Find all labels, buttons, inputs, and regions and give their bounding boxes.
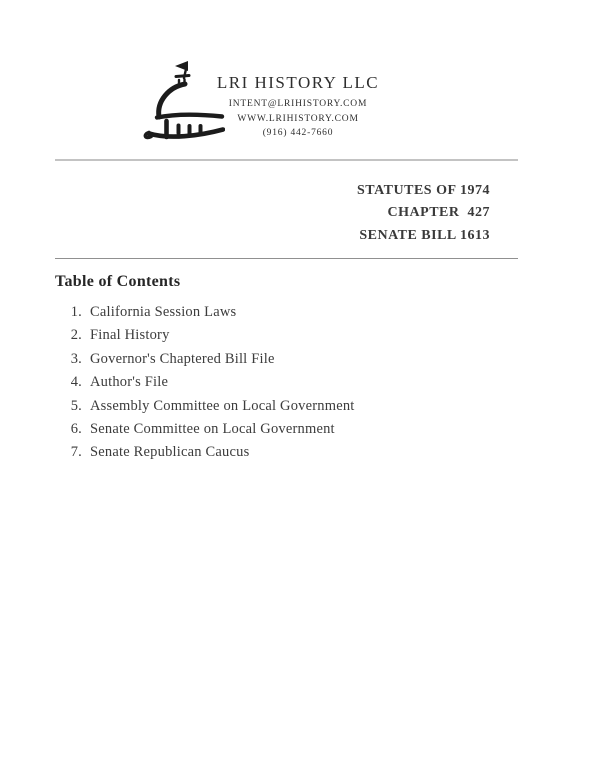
toc-item bbox=[55, 352, 475, 367]
website-text: WWW.LRIHISTORY.COM bbox=[237, 113, 359, 124]
toc-item-number: 4. bbox=[70, 374, 82, 391]
toc-list bbox=[55, 305, 475, 469]
toc-item bbox=[55, 328, 475, 343]
letterhead bbox=[170, 72, 426, 141]
toc-item bbox=[55, 305, 475, 320]
statute-reference-block bbox=[357, 180, 490, 247]
toc-heading: Table of Contents bbox=[55, 273, 181, 290]
company-name: LRI HISTORY LLC bbox=[216, 73, 380, 92]
toc-item-number: 5. bbox=[70, 397, 82, 414]
toc-item-number: 6. bbox=[70, 420, 82, 437]
horizontal-rule-bottom bbox=[55, 258, 518, 259]
toc-item-label: Final History bbox=[90, 327, 170, 344]
toc-item bbox=[55, 445, 475, 460]
toc-item-number: 7. bbox=[70, 444, 82, 461]
toc-item bbox=[55, 375, 475, 390]
toc-item-label: Author's File bbox=[90, 374, 169, 391]
toc-item bbox=[55, 399, 475, 414]
senate-bill-line: SENATE BILL 1613 bbox=[359, 227, 490, 243]
statutes-year-line: STATUTES OF 1974 bbox=[357, 183, 490, 198]
toc-item bbox=[55, 422, 475, 437]
toc-item-label: Assembly Committee on Local Government bbox=[90, 397, 355, 414]
toc-item-number: 1. bbox=[70, 304, 82, 320]
chapter-line: CHAPTER 427 bbox=[387, 205, 490, 221]
toc-item-label: Senate Committee on Local Government bbox=[90, 420, 335, 437]
toc-item-label: Senate Republican Caucus bbox=[90, 444, 250, 461]
toc-item-number: 3. bbox=[70, 350, 82, 367]
toc-item-number: 2. bbox=[70, 327, 82, 344]
email-text: INTENT@LRIHISTORY.COM bbox=[228, 99, 368, 109]
horizontal-rule-top bbox=[55, 159, 518, 161]
phone-text: (916) 442-7660 bbox=[262, 128, 334, 139]
toc-item-label: Governor's Chaptered Bill File bbox=[90, 350, 275, 367]
toc-item-label: California Session Laws bbox=[90, 304, 237, 320]
